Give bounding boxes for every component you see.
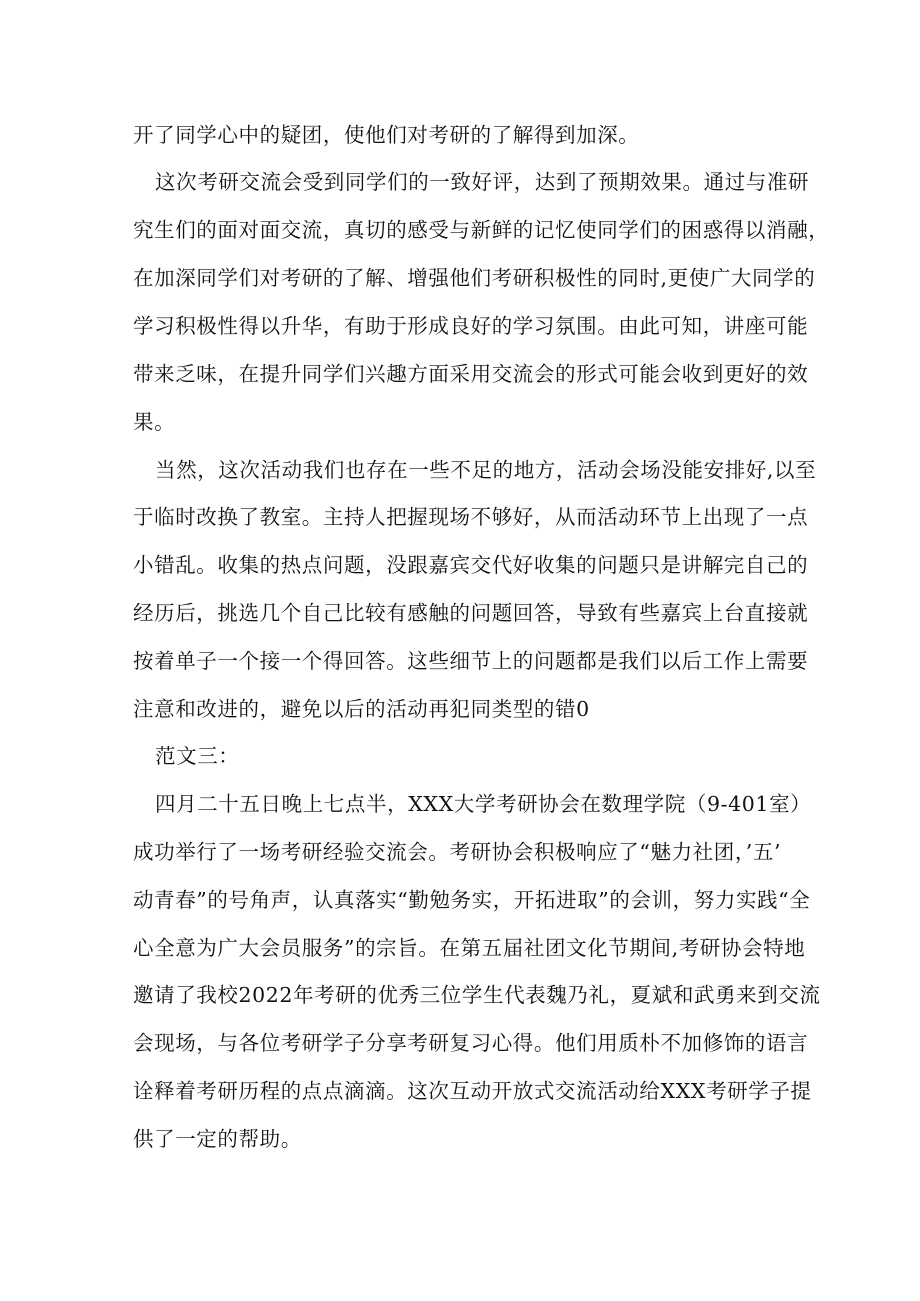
text-line-20: 会现场，与各位考研学子分享考研复习心得。他们用质朴不加修饰的语言 xyxy=(133,1031,809,1055)
text-line-22: 供了一定的帮助。 xyxy=(133,1127,302,1151)
text-line-15: 四月二十五日晚上七点半，XXX大学考研协会在数理学院（9-401室） xyxy=(155,792,812,816)
text-line-16: 成功举行了一场考研经验交流会。考研协会积极响应了“魅力社团，’五’ xyxy=(133,840,782,864)
text-line-4: 在加深同学们对考研的了解、增强他们考研积极性的同时,更使广大同学的 xyxy=(133,266,816,290)
text-line-17: 动青春”的号角声，认真落实“勤勉务实，开拓进取”的会训，努力实践“全 xyxy=(133,888,811,912)
text-line-19: 邀请了我校2022年考研的优秀三位学生代表魏乃礼，夏斌和武勇来到交流 xyxy=(133,983,821,1007)
text-line-8: 当然，这次活动我们也存在一些不足的地方，活动会场没能安排好,以至 xyxy=(155,458,817,482)
text-line-10: 小错乱。收集的热点问题，没跟嘉宾交代好收集的问题只是讲解完自己的 xyxy=(133,553,809,577)
text-line-7: 果。 xyxy=(133,410,176,434)
text-line-9: 于临时改换了教室。主持人把握现场不够好，从而活动环节上出现了一点 xyxy=(133,505,809,529)
text-line-13: 注意和改进的，避免以后的活动再犯同类型的错0 xyxy=(133,697,590,721)
text-line-5: 学习积极性得以升华，有助于形成良好的学习氛围。由此可知，讲座可能 xyxy=(133,314,809,338)
text-line-18: 心全意为广大会员服务”的宗旨。在第五届社团文化节期间,考研协会特地 xyxy=(133,936,806,960)
text-line-21: 诠释着考研历程的点点滴滴。这次互动开放式交流活动给XXX考研学子提 xyxy=(133,1079,812,1103)
text-line-14: 范文三： xyxy=(155,744,240,768)
text-line-1: 开了同学心中的疑团，使他们对考研的了解得到加深。 xyxy=(133,123,640,147)
text-line-12: 按着单子一个接一个得回答。这些细节上的问题都是我们以后工作上需要 xyxy=(133,649,809,673)
text-line-2: 这次考研交流会受到同学们的一致好评，达到了预期效果。通过与准研 xyxy=(155,170,810,194)
text-line-11: 经历后，挑选几个自己比较有感触的问题回答，导致有些嘉宾上台直接就 xyxy=(133,601,809,625)
text-line-6: 带来乏味，在提升同学们兴趣方面采用交流会的形式可能会收到更好的效 xyxy=(133,362,809,386)
text-line-3: 究生们的面对面交流，真切的感受与新鲜的记忆使同学们的困惑得以消融， xyxy=(133,218,830,242)
